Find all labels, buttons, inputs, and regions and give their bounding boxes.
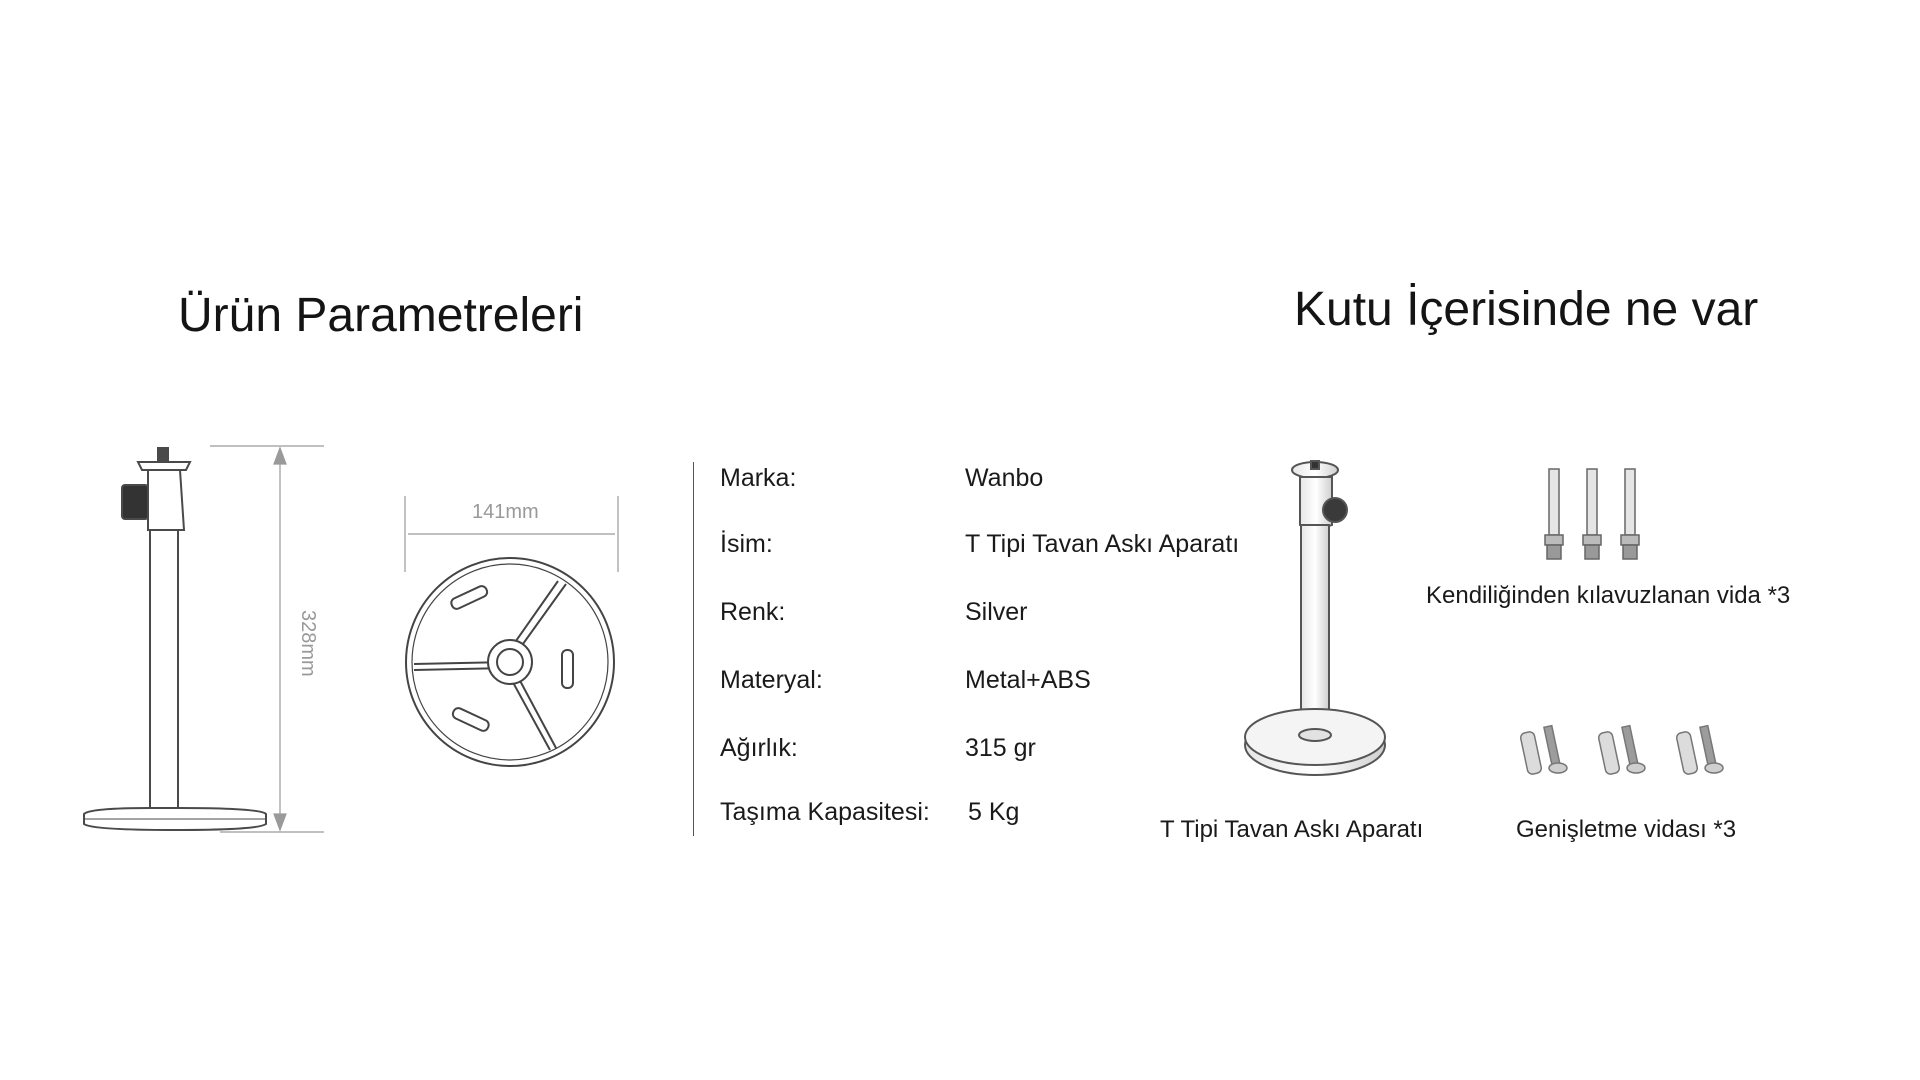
- stand-side-view-drawing: [70, 430, 350, 850]
- self-tapping-screws-illustration: [1535, 465, 1655, 575]
- spec-label-capacity: Taşıma Kapasitesi:: [720, 798, 930, 826]
- spec-value-brand: Wanbo: [965, 464, 1044, 492]
- box-item-stand-caption: T Tipi Tavan Askı Aparatı: [1160, 816, 1424, 843]
- spec-label-material: Materyal:: [720, 666, 823, 694]
- box-item-self-tapping-screw-caption: Kendiliğinden kılavuzlanan vida *3: [1426, 582, 1791, 609]
- product-parameters-heading: Ürün Parametreleri: [178, 289, 584, 342]
- box-item-expansion-screw-caption: Genişletme vidası *3: [1516, 816, 1737, 843]
- spec-value-material: Metal+ABS: [965, 666, 1091, 694]
- height-dimension-label: 328mm: [297, 610, 319, 677]
- spec-value-name: T Tipi Tavan Askı Aparatı: [965, 530, 1240, 558]
- spec-label-name: İsim:: [720, 530, 773, 558]
- stand-product-illustration: [1240, 455, 1390, 790]
- spec-value-capacity: 5 Kg: [968, 798, 1020, 826]
- diameter-dimension-label: 141mm: [472, 501, 539, 523]
- expansion-screws-illustration: [1518, 722, 1748, 782]
- spec-label-weight: Ağırlık:: [720, 734, 798, 762]
- spec-divider: [693, 462, 694, 836]
- spec-label-color: Renk:: [720, 598, 786, 626]
- spec-value-color: Silver: [965, 598, 1028, 626]
- base-top-view-drawing: [400, 492, 630, 732]
- box-contents-heading: Kutu İçerisinde ne var: [1294, 283, 1759, 336]
- spec-label-brand: Marka:: [720, 464, 797, 492]
- spec-value-weight: 315 gr: [965, 734, 1036, 762]
